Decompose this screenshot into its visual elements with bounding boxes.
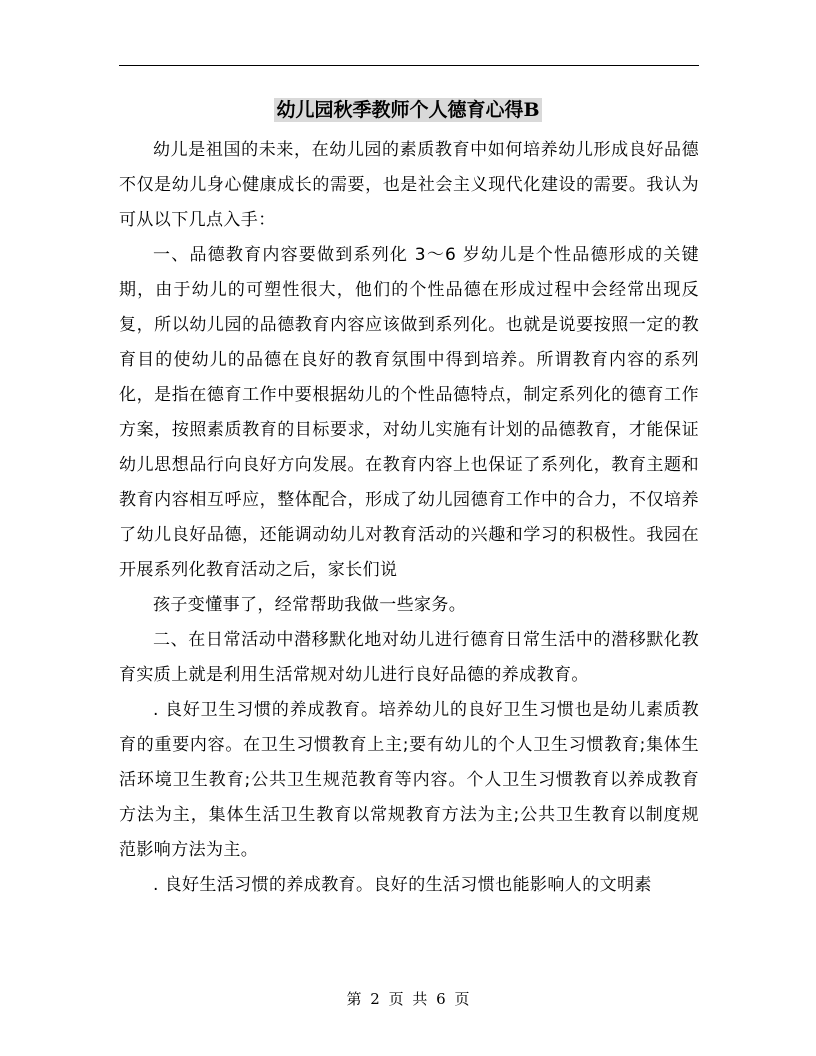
page-footer: 第 2 页 共 6 页 — [346, 990, 470, 1008]
document-title — [0, 96, 816, 124]
document-title-text: 幼儿园秋季教师个人德育心得B — [276, 99, 540, 121]
header-rule — [119, 65, 699, 66]
paragraph-parent-quote: 孩子变懂事了，经常帮助我做一些家务。 — [153, 595, 467, 615]
paragraph-living-habits: . 良好生活习惯的养成教育。良好的生活习惯也能影响人的文明素 — [153, 875, 652, 895]
paragraph-section-one: 一、品德教育内容要做到系列化 3～6 岁幼儿是个性品德形成的关键期，由于幼儿的可塑性很大，他们的个性品德在形成过程中会经常出现反复，所以幼儿园的品德教育内容应该做到系列化。也就是说要按照一定的教育目的使幼儿的品德在良好的教育氛围中得到培养。所谓教育内容的系列化，是指在德育工作中要根据幼儿的个性品德特点，制定系列化的德育工作方案，按照素质教育的目标要求，对幼儿实施有计划的品德教育，才能保证幼儿思想品行向良好方向发展。在教育内容上也保证了系列化，教育主题和教育内容相互呼应，整体配合，形成了幼儿园德育工作中的合力，不仅培养了幼儿良好品德，还能调动幼儿对教育活动的兴趣和学习的积极性。我园在开展系列化教育活动之后，家长们说 — [119, 245, 699, 580]
paragraph-hygiene-habits: . 良好卫生习惯的养成教育。培养幼儿的良好卫生习惯也是幼儿素质教育的重要内容。在卫生习惯教育上主;要有幼儿的个人卫生习惯教育;集体生活环境卫生教育;公共卫生规范教育等内容。个人卫生习惯教育以养成教育方法为主，集体生活卫生教育以常规教育方法为主;公共卫生教育以制度规范影响方法为主。 — [119, 700, 699, 860]
document-body — [119, 133, 699, 903]
paragraph-intro: 幼儿是祖国的未来，在幼儿园的素质教育中如何培养幼儿形成良好品德不仅是幼儿身心健康成长的需要，也是社会主义现代化建设的需要。我认为可从以下几点入手： — [119, 140, 699, 230]
paragraph-section-two: 二、在日常活动中潜移默化地对幼儿进行德育日常生活中的潜移默化教育实质上就是利用生活常规对幼儿进行良好品德的养成教育。 — [119, 630, 699, 685]
